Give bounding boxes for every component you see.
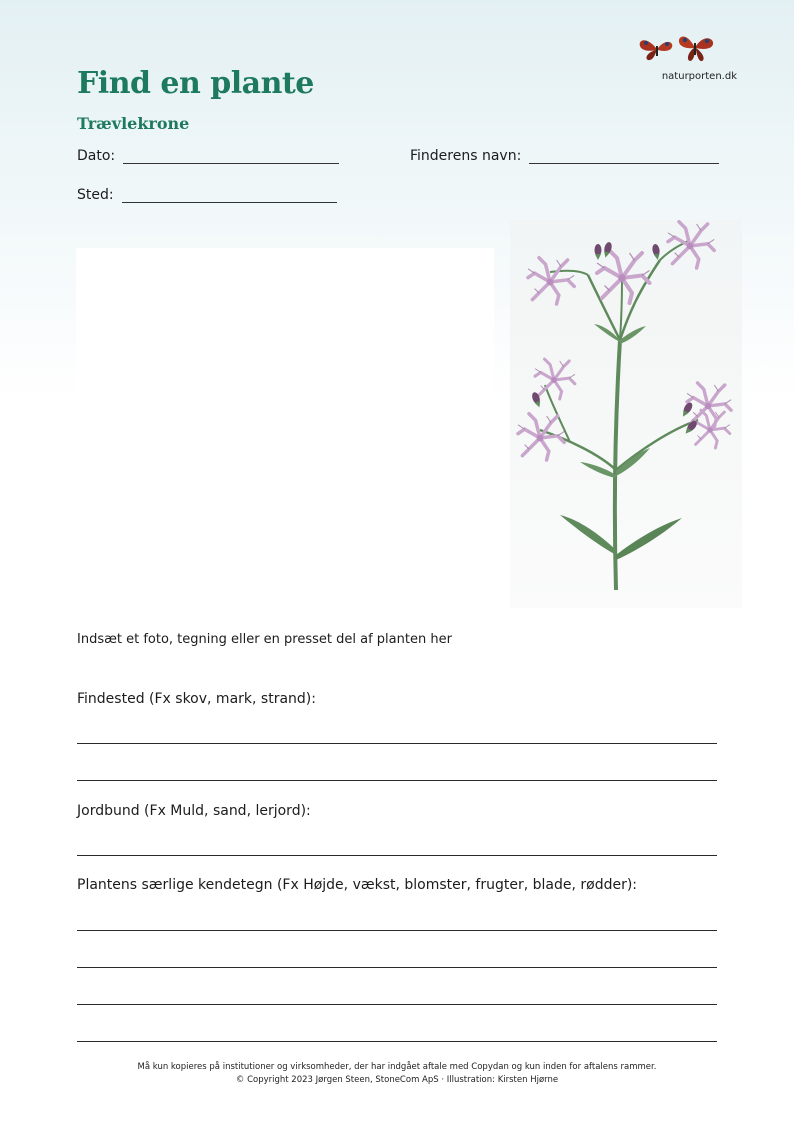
date-label: Dato: xyxy=(77,148,116,164)
finder-name-label: Finderens navn: xyxy=(410,148,522,164)
soil-label: Jordbund (Fx Muld, sand, lerjord): xyxy=(77,803,311,819)
date-field[interactable] xyxy=(77,148,339,164)
location-label: Findested (Fx skov, mark, strand): xyxy=(77,691,316,707)
flower-icon xyxy=(510,220,742,608)
date-line[interactable] xyxy=(123,149,339,164)
soil-line-1[interactable] xyxy=(77,855,717,856)
features-line-4[interactable] xyxy=(77,1041,717,1042)
plant-name: Trævlekrone xyxy=(77,114,190,133)
features-line-2[interactable] xyxy=(77,967,717,968)
page-title: Find en plante xyxy=(77,66,314,101)
features-label: Plantens særlige kendetegn (Fx Højde, vækst, blomster, frugter, blade, rødder): xyxy=(77,877,638,893)
location-line-2[interactable] xyxy=(77,780,717,781)
copy-restriction: Må kun kopieres på institutioner og virksomheder, der har indgået aftale med Copydan og kun inden for aftalens rammer. xyxy=(137,1062,657,1072)
place-line[interactable] xyxy=(122,188,337,203)
butterfly-icon xyxy=(636,28,718,64)
copyright-notice xyxy=(0,1061,794,1087)
photo-area[interactable] xyxy=(76,248,494,608)
finder-name-field[interactable] xyxy=(410,148,719,164)
place-label: Sted: xyxy=(77,187,114,203)
features-line-3[interactable] xyxy=(77,1004,717,1005)
plant-illustration-panel xyxy=(510,220,742,608)
copyright-line: © Copyright 2023 Jørgen Steen, StoneCom ApS · Illustration: Kirsten Hjørne xyxy=(235,1075,559,1085)
site-name: naturporten.dk xyxy=(661,71,737,82)
finder-name-line[interactable] xyxy=(529,149,719,164)
location-line-1[interactable] xyxy=(77,743,717,744)
features-line-1[interactable] xyxy=(77,930,717,931)
place-field[interactable] xyxy=(77,187,337,203)
photo-caption: Indsæt et foto, tegning eller en presset del af planten her xyxy=(77,632,452,647)
